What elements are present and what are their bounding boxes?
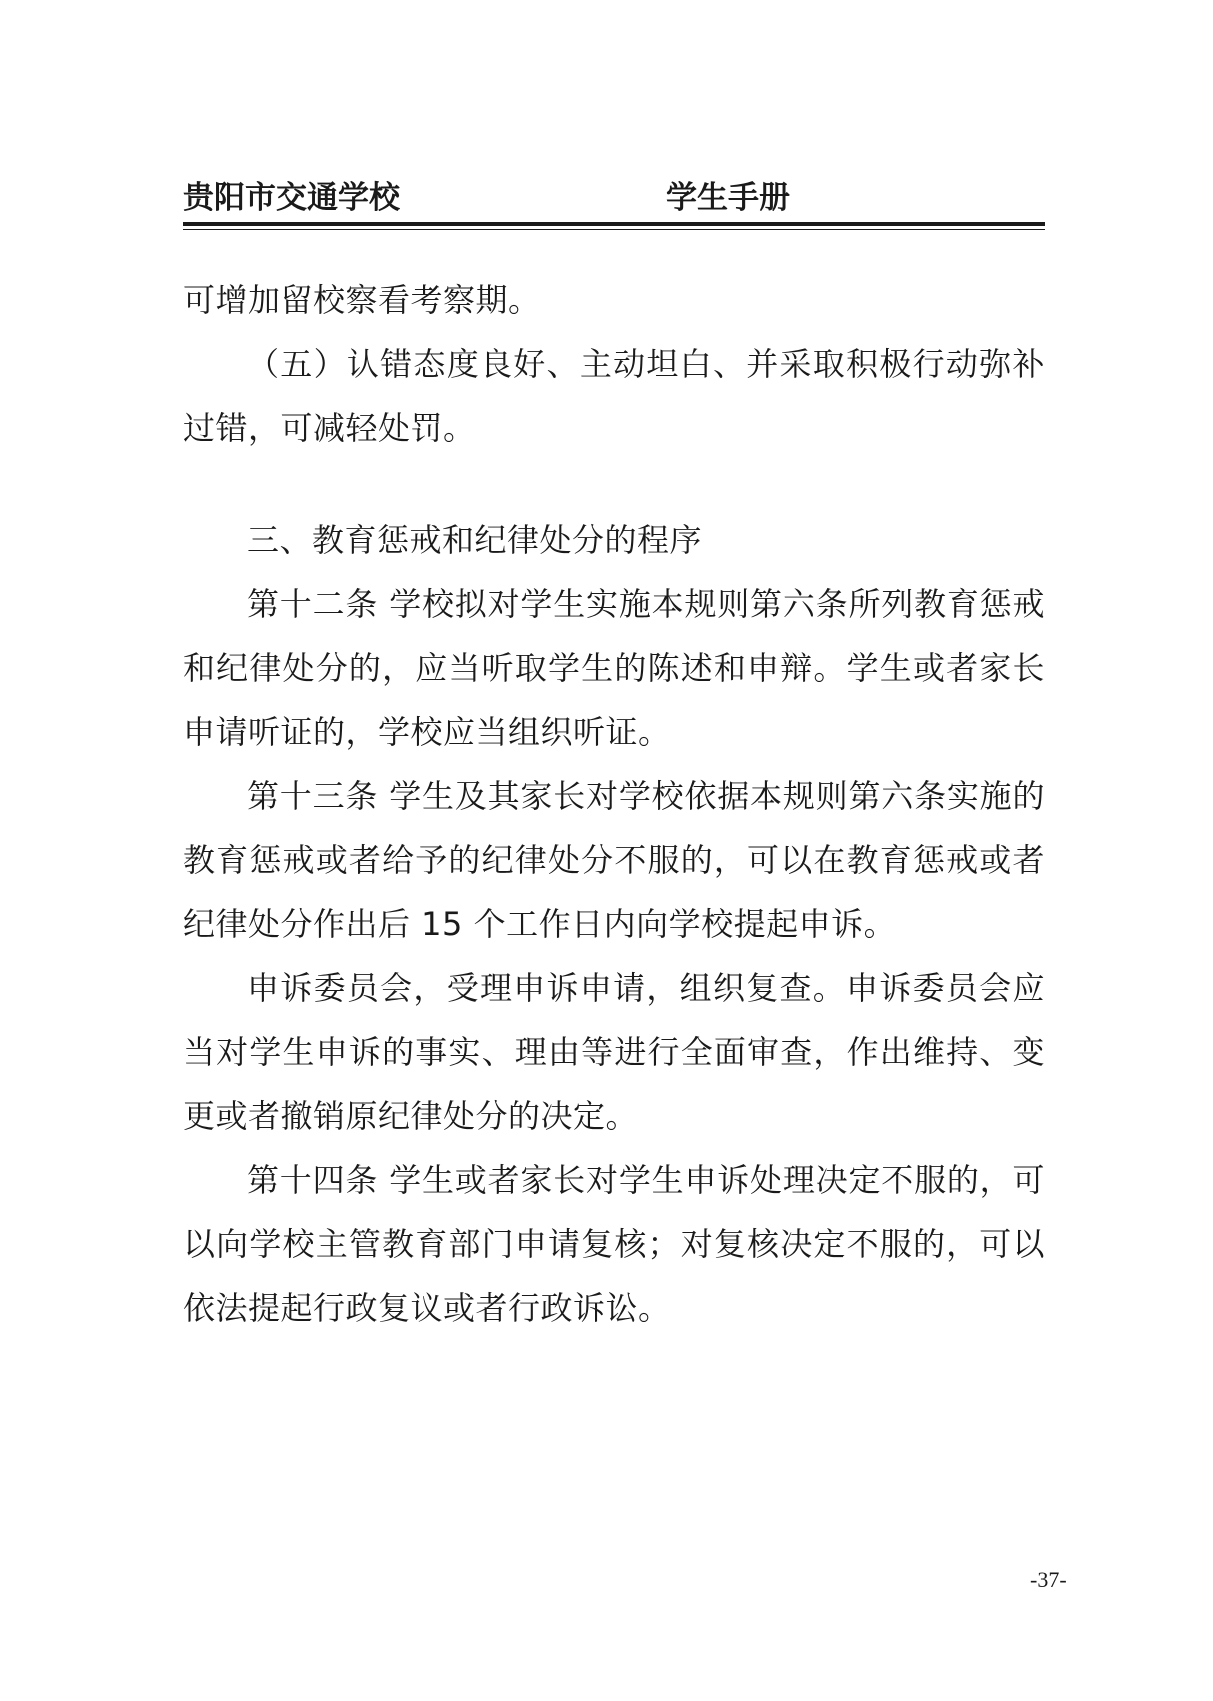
paragraph-continuation: 可增加留校察看考察期。 [183, 281, 541, 319]
page-body [183, 268, 1045, 1340]
paragraph-article-14: 第十四条 学生或者家长对学生申诉处理决定不服的，可以向学校主管教育部门申请复核；对复核决定不服的，可以依法提起行政复议或者行政诉讼。 [183, 1161, 1045, 1327]
paragraph-appeal-committee: 申诉委员会，受理申诉申请，组织复查。申诉委员会应当对学生申诉的事实、理由等进行全面审查，作出维持、变更或者撤销原纪律处分的决定。 [183, 969, 1045, 1135]
header-handbook-title: 学生手册 [666, 180, 790, 216]
paragraph-article-12: 第十二条 学校拟对学生实施本规则第六条所列教育惩戒和纪律处分的，应当听取学生的陈述和申辩。学生或者家长申请听证的，学校应当组织听证。 [183, 585, 1045, 751]
header-rule-thick [183, 222, 1045, 226]
header-school-name: 贵阳市交通学校 [183, 180, 400, 216]
section-heading: 三、教育惩戒和纪律处分的程序 [247, 521, 703, 559]
page-header [183, 178, 1045, 218]
page-number: -37- [1030, 1567, 1067, 1592]
paragraph-article-13: 第十三条 学生及其家长对学校依据本规则第六条实施的教育惩戒或者给予的纪律处分不服的，可以在教育惩戒或者纪律处分作出后 15 个工作日内向学校提起申诉。 [183, 777, 1045, 943]
paragraph-item-five: （五）认错态度良好、主动坦白、并采取积极行动弥补过错，可减轻处罚。 [183, 345, 1045, 447]
section-gap [183, 460, 1045, 508]
header-rule-thin [183, 229, 1045, 230]
